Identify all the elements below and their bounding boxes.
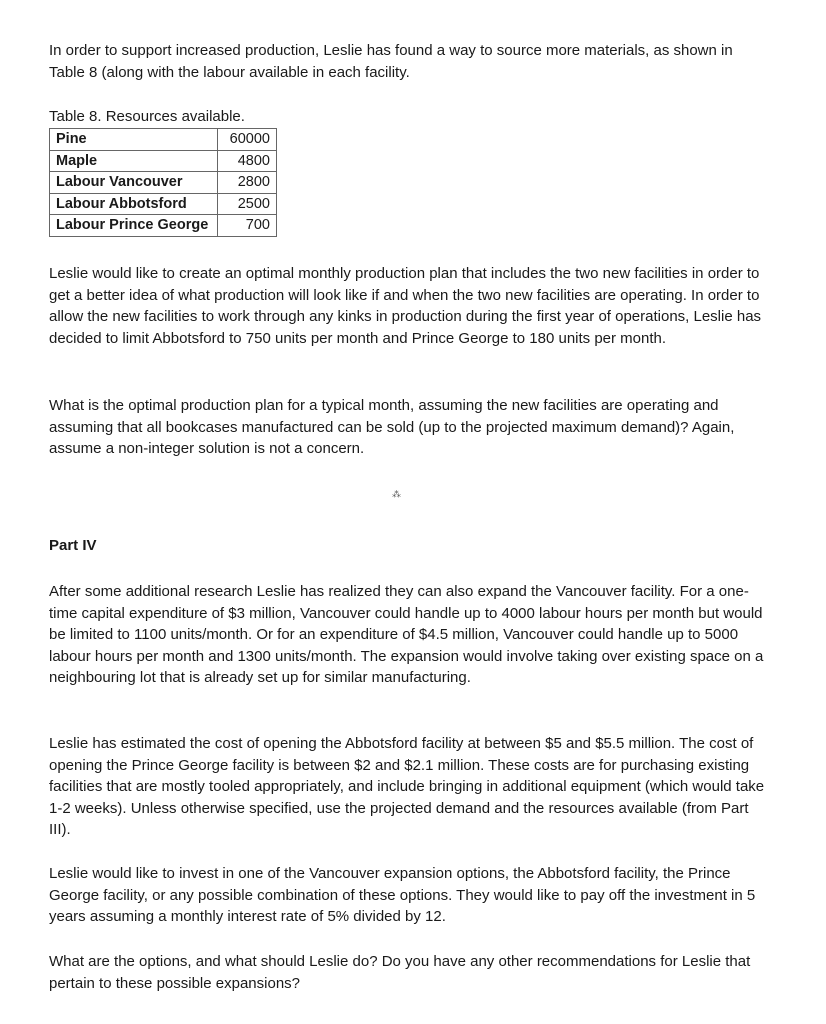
row-label: Labour Prince George — [50, 215, 218, 237]
row-value: 2800 — [218, 172, 277, 194]
row-value: 4800 — [218, 150, 277, 172]
table-row — [50, 150, 277, 172]
row-label: Labour Vancouver — [50, 172, 218, 194]
row-label: Labour Abbotsford — [50, 193, 218, 215]
facility-costs-paragraph: Leslie has estimated the cost of opening the Abbotsford facility at between $5 and $5.5 million. The cost of opening the Prince George facility is between $2 and $2.1 million. These costs are for purchasing existing facilities that are mostly tooled appropriately, and include bringing in additional equipment (which would take 1-2 weeks). Unless otherwise specified, use the projected demand and the resources available (from Part III). — [49, 735, 765, 838]
resources-table — [49, 128, 277, 237]
row-value: 60000 — [218, 129, 277, 151]
table-row — [50, 172, 277, 194]
row-value: 2500 — [218, 193, 277, 215]
table-row — [50, 193, 277, 215]
table-caption: Table 8. Resources available. — [49, 108, 245, 125]
vancouver-expansion-paragraph: After some additional research Leslie has realized they can also expand the Vancouver facility. For a one-time capital expenditure of $3 million, Vancouver could handle up to 4000 labour hours per month but would be limited to 1100 units/month. Or for an expenditure of $4.5 million, Vancouver could handle up to 5000 labour hours per month and 1300 units/month. The expansion would involve taking over existing space on a neighbouring lot that is already set up for similar manufacturing. — [49, 583, 764, 686]
row-label: Pine — [50, 129, 218, 151]
production-plan-paragraph: Leslie would like to create an optimal monthly production plan that includes the two new facilities in order to get a better idea of what production will look like if and when the two new facilities are operating. In order to allow the new facilities to work through any kinks in production during the first year of operations, Leslie has decided to limit Abbotsford to 750 units per month and Prince George to 180 units per month. — [49, 265, 762, 347]
row-label: Maple — [50, 150, 218, 172]
production-plan-question: What is the optimal production plan for a typical month, assuming the new facilities are operating and assuming that all bookcases manufactured can be sold (up to the projected maximum demand)? Again, assume a non-integer solution is not a concern. — [49, 397, 735, 457]
section-divider-icon: ⁂ — [392, 489, 400, 499]
table-row — [50, 215, 277, 237]
intro-paragraph: In order to support increased production, Leslie has found a way to source more materials, as shown in Table 8 (along with the labour available in each facility. — [49, 42, 733, 81]
table-row — [50, 129, 277, 151]
part-iv-heading: Part IV — [49, 537, 97, 554]
final-question: What are the options, and what should Leslie do? Do you have any other recommendations for Leslie that pertain to these possible expansions? — [49, 953, 751, 992]
row-value: 700 — [218, 215, 277, 237]
investment-paragraph: Leslie would like to invest in one of the Vancouver expansion options, the Abbotsford facility, the Prince George facility, or any possible combination of these options. They would like to pay off the investment in 5 years assuming a monthly interest rate of 5% divided by 12. — [49, 865, 756, 925]
